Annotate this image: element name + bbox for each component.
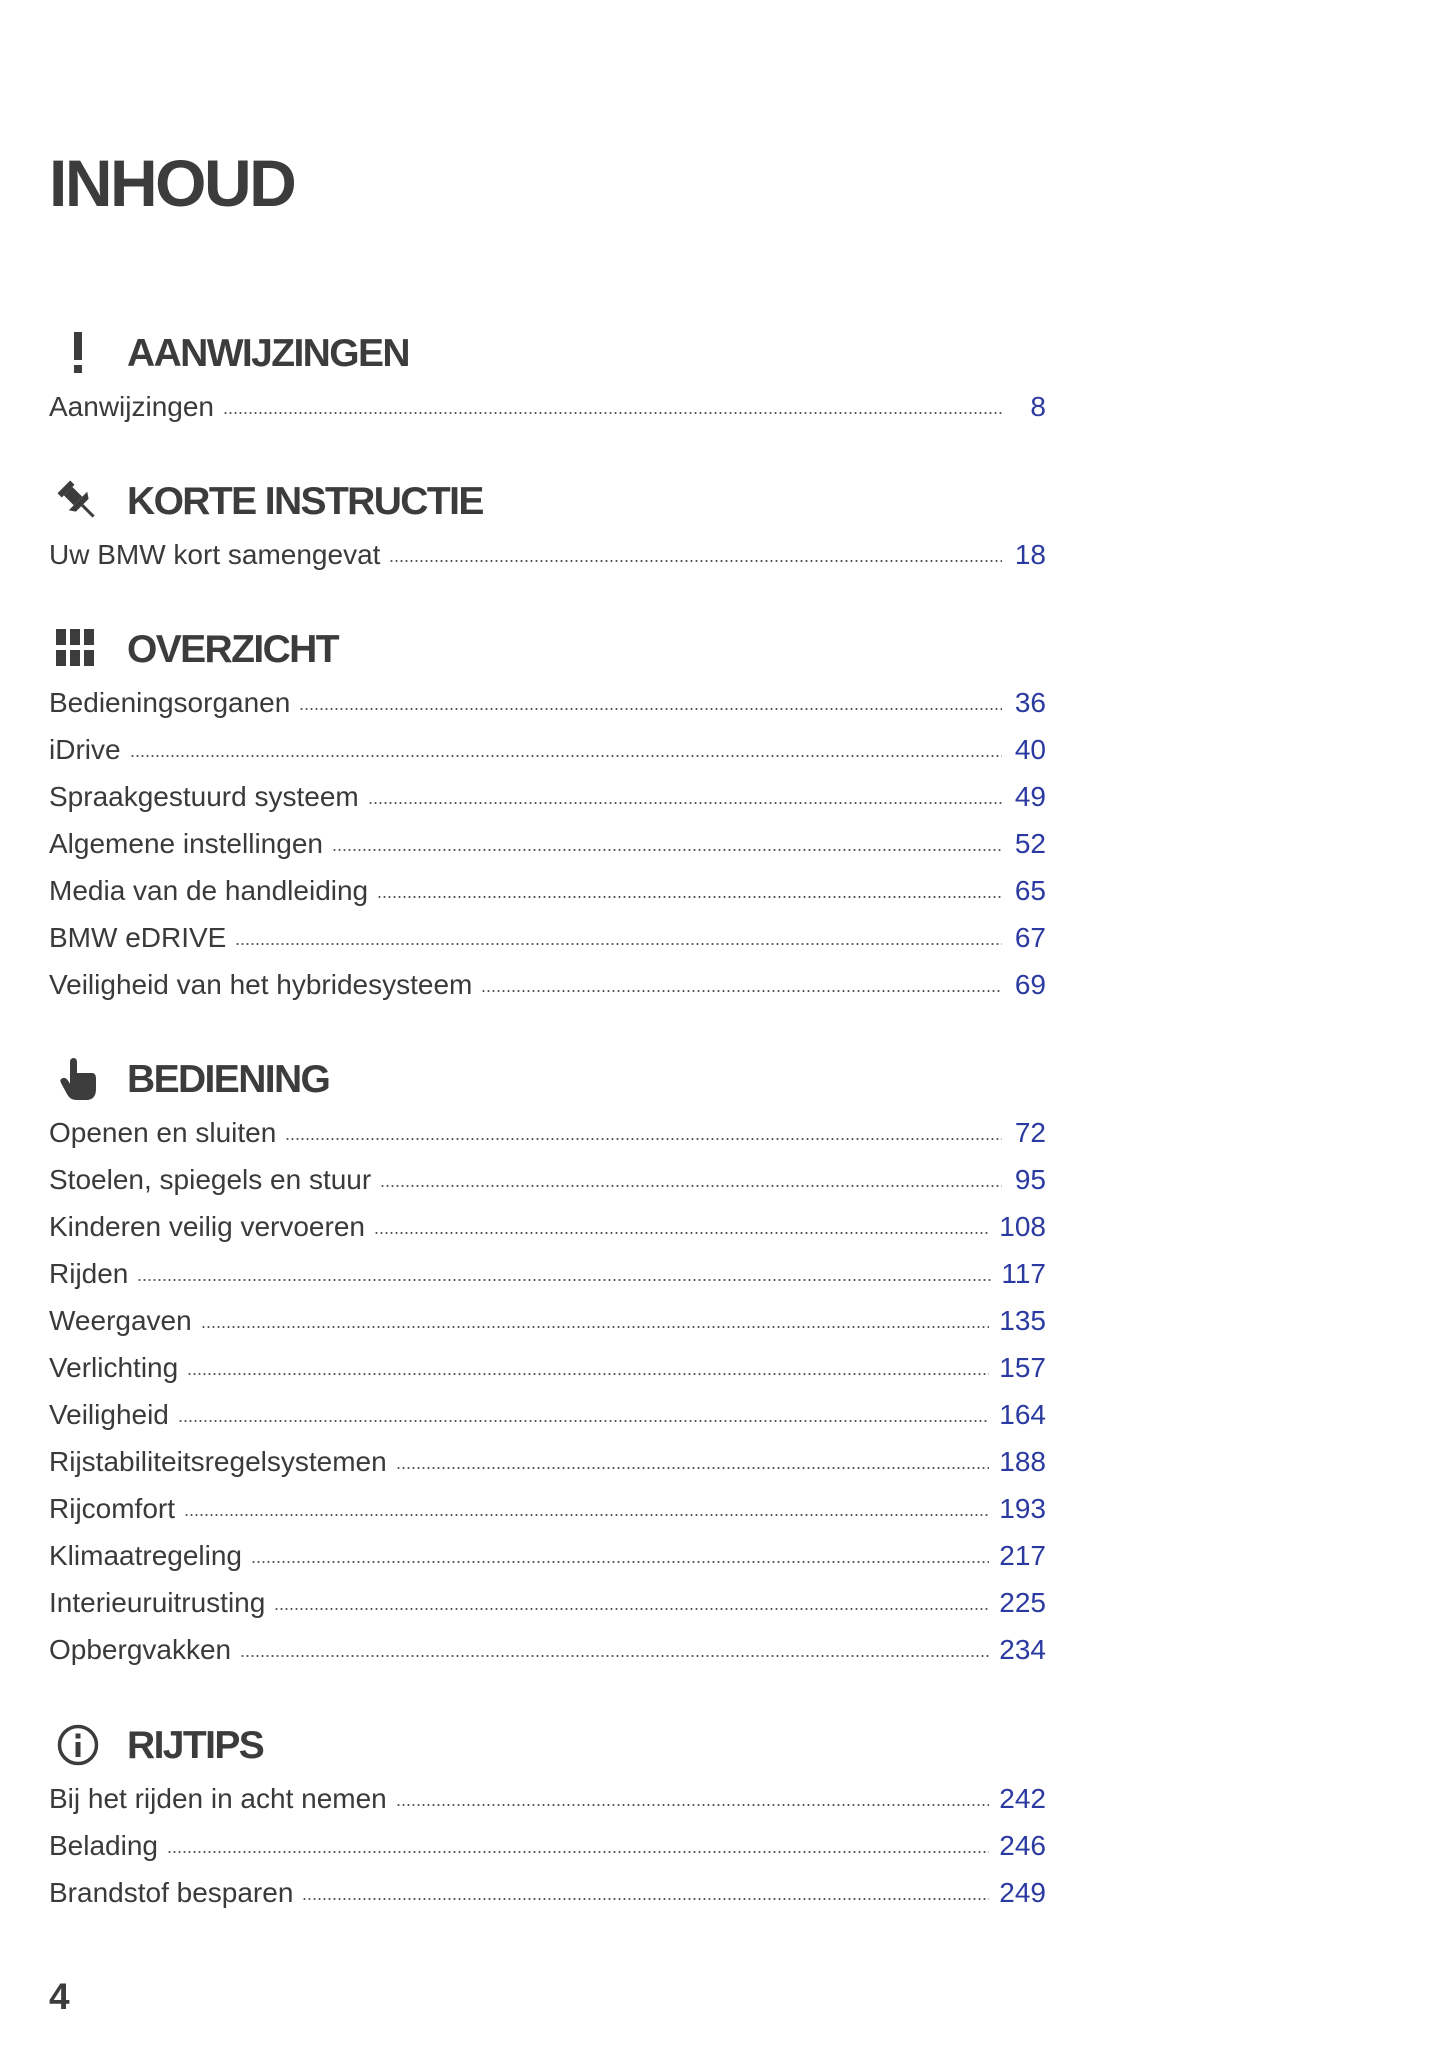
pin-icon [49,474,107,528]
toc-entry[interactable] [49,726,1046,773]
toc-entry[interactable] [49,1250,1046,1297]
dot-leader [368,801,1002,805]
toc-entry-label: Kinderen veilig vervoeren [49,1211,365,1242]
toc-list [49,679,1046,1008]
section-title: BEDIENING [127,1057,330,1101]
toc-entry-label: Rijstabiliteitsregelsystemen [49,1446,387,1477]
toc-page-link[interactable]: 18 [1014,539,1046,570]
toc-page-link[interactable]: 117 [1001,1258,1046,1289]
section-title: AANWIJZINGEN [127,331,409,375]
toc-page-link[interactable]: 36 [1014,687,1046,718]
section-rijtips [49,1715,1046,1916]
dot-leader [389,559,1002,563]
toc-entry[interactable] [49,1626,1046,1673]
toc-page-link[interactable]: 217 [999,1540,1046,1571]
toc-entry[interactable] [49,1775,1046,1822]
dot-leader [201,1325,990,1329]
toc-entry-label: Algemene instellingen [49,828,323,859]
dot-leader [137,1278,991,1282]
dot-leader [235,942,1002,946]
toc-entry[interactable] [49,383,1046,430]
dot-leader [274,1607,989,1611]
toc-page-link[interactable]: 135 [999,1305,1046,1336]
toc-page-link[interactable]: 157 [999,1352,1046,1383]
exclamation-icon [49,326,107,380]
dot-leader [299,707,1002,711]
dot-leader [240,1654,989,1658]
toc-entry[interactable] [49,1344,1046,1391]
toc-entry[interactable] [49,820,1046,867]
toc-page-link[interactable]: 246 [999,1830,1046,1861]
dot-leader [396,1466,990,1470]
toc-page-link[interactable]: 67 [1014,922,1046,953]
toc-entry[interactable] [49,1391,1046,1438]
toc-page-link[interactable]: 234 [999,1634,1046,1665]
dot-leader [377,895,1002,899]
toc-entry-label: Klimaatregeling [49,1540,242,1571]
dot-leader [167,1850,989,1854]
toc-entry-label: Aanwijzingen [49,391,214,422]
section-header [49,471,1046,531]
toc-list [49,1775,1046,1916]
info-circle-icon [49,1718,107,1772]
section-header [49,1049,1046,1109]
toc-entry-label: Spraakgestuurd systeem [49,781,359,812]
toc-entry[interactable] [49,1156,1046,1203]
toc-page-link[interactable]: 193 [999,1493,1046,1524]
toc-entry[interactable] [49,1438,1046,1485]
toc-entry-label: Belading [49,1830,158,1861]
section-title: OVERZICHT [127,627,338,671]
toc-entry[interactable] [49,679,1046,726]
dot-leader [380,1184,1002,1188]
page-title: INHOUD [49,146,295,220]
toc-list [49,1109,1046,1673]
section-korte-instructie [49,471,1046,578]
toc-page-link[interactable]: 108 [999,1211,1046,1242]
dot-leader [374,1231,989,1235]
toc-entry-label: BMW eDRIVE [49,922,227,953]
toc-list [49,531,1046,578]
toc-entry[interactable] [49,1297,1046,1344]
toc-entry-label: Brandstof besparen [49,1877,294,1908]
toc-entry-label: Stoelen, spiegels en stuur [49,1164,372,1195]
toc-page-link[interactable]: 69 [1014,969,1046,1000]
toc-entry-label: Bedieningsorganen [49,687,291,718]
toc-entry[interactable] [49,961,1046,1008]
toc-entry[interactable] [49,773,1046,820]
toc-page-link[interactable]: 242 [999,1783,1046,1814]
dot-leader [223,411,1002,415]
section-header [49,323,1046,383]
toc-entry[interactable] [49,1109,1046,1156]
pointing-hand-icon [49,1052,107,1106]
toc-entry-label: Veiligheid van het hybridesysteem [49,969,473,1000]
page-number: 4 [49,1976,70,2017]
toc-page-link[interactable]: 164 [999,1399,1046,1430]
toc-page-link[interactable]: 65 [1014,875,1046,906]
toc-entry-label: Media van de handleiding [49,875,369,906]
toc-entry[interactable] [49,867,1046,914]
section-title: KORTE INSTRUCTIE [127,479,483,523]
dot-leader [187,1372,989,1376]
toc-entry[interactable] [49,1485,1046,1532]
toc-entry-label: Opbergvakken [49,1634,232,1665]
dot-leader [332,848,1002,852]
toc-entry[interactable] [49,1532,1046,1579]
dot-leader [178,1419,989,1423]
toc-page-link[interactable]: 188 [999,1446,1046,1477]
toc-page-link[interactable]: 52 [1014,828,1046,859]
section-title: RIJTIPS [127,1723,264,1767]
toc-entry-label: Verlichting [49,1352,179,1383]
toc-entry[interactable] [49,1822,1046,1869]
toc-entry-label: iDrive [49,734,121,765]
section-overzicht [49,619,1046,1008]
toc-entry-label: Uw BMW kort samengevat [49,539,381,570]
grid-icon [49,622,107,676]
toc-page-link[interactable]: 225 [999,1587,1046,1618]
toc-entry-label: Openen en sluiten [49,1117,277,1148]
toc-page-link[interactable]: 40 [1014,734,1046,765]
toc-entry[interactable] [49,1579,1046,1626]
toc-page-link[interactable]: 249 [999,1877,1046,1908]
toc-page-link[interactable]: 8 [1030,391,1046,422]
section-header [49,619,1046,679]
toc-entry[interactable] [49,1869,1046,1916]
dot-leader [285,1137,1002,1141]
toc-entry-label: Rijden [49,1258,129,1289]
toc-entry-label: Interieuruitrusting [49,1587,266,1618]
toc-page-link[interactable]: 49 [1014,781,1046,812]
toc-page-link[interactable]: 72 [1014,1117,1046,1148]
toc-entry[interactable] [49,914,1046,961]
toc-entry[interactable] [49,1203,1046,1250]
toc-entry[interactable] [49,531,1046,578]
toc-list [49,383,1046,430]
section-header [49,1715,1046,1775]
dot-leader [302,1897,989,1901]
dot-leader [396,1803,990,1807]
toc-entry-label: Rijcomfort [49,1493,176,1524]
toc-entry-label: Veiligheid [49,1399,169,1430]
toc-page-link[interactable]: 95 [1014,1164,1046,1195]
toc-entry-label: Bij het rijden in acht nemen [49,1783,387,1814]
section-bediening [49,1049,1046,1673]
section-aanwijzingen [49,323,1046,430]
dot-leader [251,1560,989,1564]
dot-leader [130,754,1002,758]
dot-leader [481,989,1002,993]
toc-entry-label: Weergaven [49,1305,192,1336]
dot-leader [184,1513,989,1517]
